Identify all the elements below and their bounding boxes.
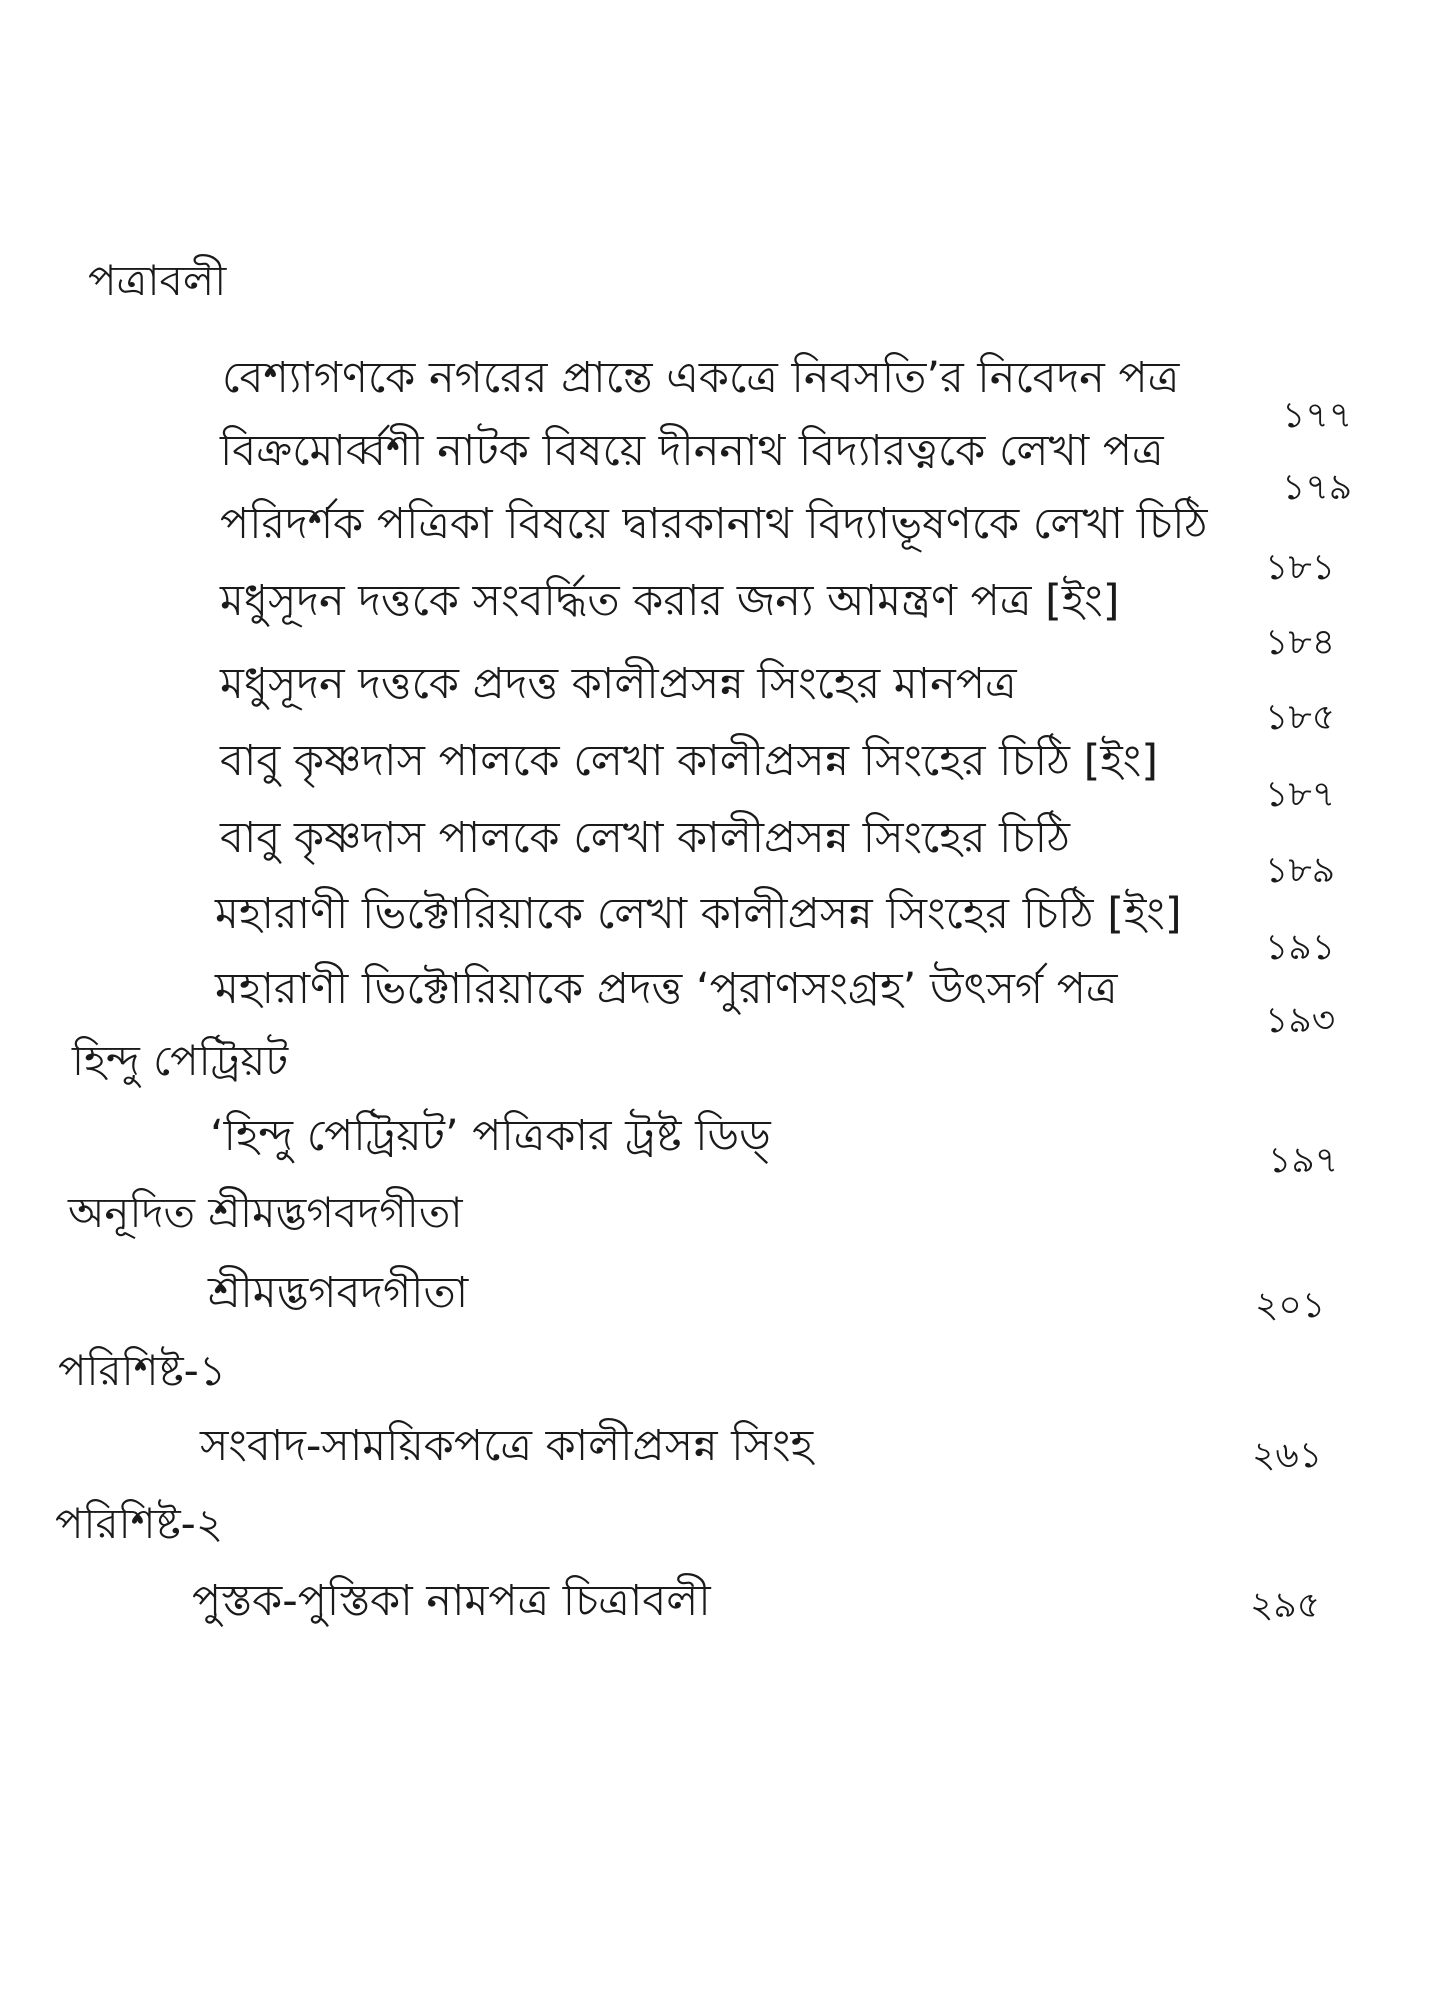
toc-entry-title: ‘হিন্দু পেট্রিয়ট’ পত্রিকার ট্রষ্ট ডিড্ (210, 1111, 771, 1161)
toc-entry-page: ১৯১ (1265, 927, 1336, 968)
section-title-gita: অনূদিত শ্রীমদ্ভগবদগীতা (68, 1188, 463, 1237)
toc-entry-page: ১৭৯ (1282, 467, 1353, 508)
toc-entry-page: ২৯৫ (1250, 1585, 1321, 1626)
toc-entry-title: বাবু কৃষ্ণদাস পালকে লেখা কালীপ্রসন্ন সিংহের চিঠি (220, 813, 1070, 863)
toc-entry-title: শ্রীমদ্ভগবদগীতা (208, 1268, 469, 1318)
toc-entry-title: মহারাণী ভিক্টোরিয়াকে প্রদত্ত ‘পুরাণসংগ্রহ’ উৎসর্গ পত্র (215, 964, 1118, 1014)
toc-entry-page: ২৬১ (1252, 1435, 1323, 1476)
section-title-appendix-1: পরিশিষ্ট-১ (58, 1346, 227, 1395)
toc-entry-title: বিক্রমোর্ব্বশী নাটক বিষয়ে দীননাথ বিদ্যারত্নকে লেখা পত্র (220, 426, 1164, 476)
toc-entry-page: ১৮৭ (1265, 774, 1336, 815)
toc-entry-page: ১৮৯ (1265, 850, 1336, 891)
toc-entry-title: মধুসূদন দত্তকে সংবর্দ্ধিত করার জন্য আমন্ত্রণ পত্র [ইং] (220, 576, 1120, 626)
section-title-hindu-patriot: হিন্দু পেট্রিয়ট (72, 1036, 289, 1085)
toc-entry-page: ১৭৭ (1282, 395, 1353, 436)
toc-entry-page: ১৯৭ (1268, 1140, 1339, 1181)
toc-entry-page: ২০১ (1255, 1285, 1326, 1326)
toc-entry-title: পুস্তক-পুস্তিকা নামপত্র চিত্রাবলী (192, 1576, 711, 1626)
toc-entry-title: মধুসূদন দত্তকে প্রদত্ত কালীপ্রসন্ন সিংহের মানপত্র (220, 659, 1017, 709)
toc-entry-title: বেশ্যাগণকে নগরের প্রান্তে একত্রে নিবসতি’র নিবেদন পত্র (222, 353, 1180, 403)
toc-entry-page: ১৮৪ (1265, 622, 1336, 663)
toc-entry-title: মহারাণী ভিক্টোরিয়াকে লেখা কালীপ্রসন্ন সিংহের চিঠি [ইং] (215, 889, 1182, 939)
section-title-appendix-2: পরিশিষ্ট-২ (55, 1499, 224, 1548)
toc-entry-title: বাবু কৃষ্ণদাস পালকে লেখা কালীপ্রসন্ন সিংহের চিঠি [ইং] (220, 736, 1159, 786)
toc-entry-page: ১৮১ (1265, 547, 1336, 588)
toc-entry-page: ১৯৩ (1265, 1000, 1336, 1041)
toc-entry-page: ১৮৫ (1265, 697, 1336, 738)
toc-entry-title: পরিদর্শক পত্রিকা বিষয়ে দ্বারকানাথ বিদ্যাভূষণকে লেখা চিঠি (220, 499, 1208, 549)
toc-entry-title: সংবাদ-সাময়িকপত্রে কালীপ্রসন্ন সিংহ (200, 1421, 814, 1471)
section-title-patrabali: পত্রাবলী (88, 256, 227, 305)
